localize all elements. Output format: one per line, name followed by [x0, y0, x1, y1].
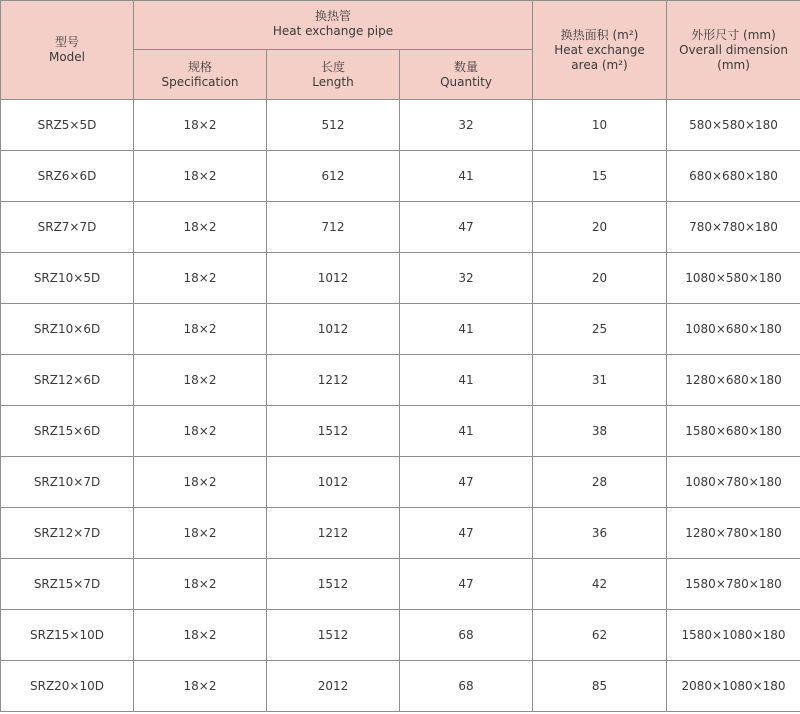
- cell-area: 36: [533, 508, 667, 559]
- table-row: [1, 253, 800, 304]
- cell-quantity: 41: [400, 304, 533, 355]
- header-spec-zh: 规格: [187, 59, 212, 74]
- cell-spec: 18×2: [134, 355, 267, 406]
- cell-length: 1512: [267, 406, 400, 457]
- cell-quantity: 41: [400, 355, 533, 406]
- cell-area: 62: [533, 610, 667, 661]
- table-row: [1, 304, 800, 355]
- cell-spec: 18×2: [134, 202, 267, 253]
- cell-length: 512: [267, 100, 400, 151]
- cell-length: 1212: [267, 508, 400, 559]
- cell-spec: 18×2: [134, 253, 267, 304]
- cell-area: 28: [533, 457, 667, 508]
- header-area-zh: 换热面积 (m²): [560, 27, 639, 42]
- cell-spec: 18×2: [134, 100, 267, 151]
- cell-spec: 18×2: [134, 610, 267, 661]
- cell-quantity: 32: [400, 100, 533, 151]
- header-model: [1, 1, 134, 100]
- table-row: [1, 559, 800, 610]
- cell-model: SRZ15×10D: [1, 610, 134, 661]
- cell-dimension: 1080×780×180: [667, 457, 800, 508]
- cell-spec: 18×2: [134, 457, 267, 508]
- header-dimension: [667, 1, 800, 100]
- cell-area: 20: [533, 202, 667, 253]
- cell-spec: 18×2: [134, 559, 267, 610]
- cell-dimension: 2080×1080×180: [667, 661, 800, 712]
- header-model-zh: 型号: [54, 35, 79, 49]
- cell-spec: 18×2: [134, 661, 267, 712]
- cell-quantity: 47: [400, 457, 533, 508]
- cell-dimension: 1280×680×180: [667, 355, 800, 406]
- header-length-en: Length: [312, 74, 354, 89]
- cell-area: 85: [533, 661, 667, 712]
- cell-area: 38: [533, 406, 667, 457]
- cell-dimension: 780×780×180: [667, 202, 800, 253]
- header-model-en: Model: [48, 50, 86, 64]
- table-row: [1, 100, 800, 151]
- cell-length: 1212: [267, 355, 400, 406]
- cell-dimension: 1280×780×180: [667, 508, 800, 559]
- header-dimension-en-1: Overall dimension: [679, 42, 788, 57]
- cell-quantity: 68: [400, 661, 533, 712]
- header-area-en-2: area (m²): [571, 57, 628, 72]
- cell-model: SRZ7×7D: [1, 202, 134, 253]
- table-row: [1, 610, 800, 661]
- table-row: [1, 355, 800, 406]
- cell-model: SRZ6×6D: [1, 151, 134, 202]
- cell-model: SRZ15×6D: [1, 406, 134, 457]
- cell-length: 1012: [267, 304, 400, 355]
- cell-quantity: 32: [400, 253, 533, 304]
- cell-length: 1512: [267, 559, 400, 610]
- cell-model: SRZ10×7D: [1, 457, 134, 508]
- table-body: [1, 100, 800, 712]
- cell-length: 1512: [267, 610, 400, 661]
- cell-model: SRZ15×7D: [1, 559, 134, 610]
- cell-area: 42: [533, 559, 667, 610]
- cell-dimension: 1580×780×180: [667, 559, 800, 610]
- cell-model: SRZ10×5D: [1, 253, 134, 304]
- cell-dimension: 1580×680×180: [667, 406, 800, 457]
- header-spec: [134, 50, 267, 100]
- table-row: [1, 661, 800, 712]
- cell-spec: 18×2: [134, 304, 267, 355]
- cell-dimension: 1580×1080×180: [667, 610, 800, 661]
- cell-spec: 18×2: [134, 406, 267, 457]
- cell-quantity: 68: [400, 610, 533, 661]
- header-area: [533, 1, 667, 100]
- cell-quantity: 47: [400, 559, 533, 610]
- header-quantity-en: Quantity: [440, 74, 492, 89]
- cell-area: 25: [533, 304, 667, 355]
- cell-quantity: 47: [400, 508, 533, 559]
- cell-length: 612: [267, 151, 400, 202]
- cell-model: SRZ10×6D: [1, 304, 134, 355]
- cell-length: 1012: [267, 457, 400, 508]
- cell-model: SRZ12×7D: [1, 508, 134, 559]
- table-row: [1, 202, 800, 253]
- header-area-en-1: Heat exchange: [554, 42, 645, 57]
- header-length: [267, 50, 400, 100]
- cell-quantity: 41: [400, 406, 533, 457]
- cell-quantity: 41: [400, 151, 533, 202]
- cell-quantity: 47: [400, 202, 533, 253]
- cell-area: 15: [533, 151, 667, 202]
- cell-model: SRZ20×10D: [1, 661, 134, 712]
- header-spec-en: Specification: [161, 74, 239, 89]
- cell-dimension: 580×580×180: [667, 100, 800, 151]
- header-quantity-zh: 数量: [454, 59, 479, 74]
- cell-length: 712: [267, 202, 400, 253]
- cell-area: 31: [533, 355, 667, 406]
- table-row: [1, 151, 800, 202]
- cell-area: 20: [533, 253, 667, 304]
- cell-dimension: 1080×580×180: [667, 253, 800, 304]
- header-pipe-en: Heat exchange pipe: [272, 24, 394, 38]
- cell-spec: 18×2: [134, 508, 267, 559]
- header-dimension-en-2: (mm): [717, 57, 750, 72]
- cell-dimension: 680×680×180: [667, 151, 800, 202]
- cell-length: 2012: [267, 661, 400, 712]
- header-quantity: [400, 50, 533, 100]
- cell-spec: 18×2: [134, 151, 267, 202]
- table-row: [1, 508, 800, 559]
- header-dimension-zh: 外形尺寸 (mm): [691, 27, 776, 42]
- table-row: [1, 406, 800, 457]
- cell-area: 10: [533, 100, 667, 151]
- cell-model: SRZ12×6D: [1, 355, 134, 406]
- table-row: [1, 457, 800, 508]
- cell-dimension: 1080×680×180: [667, 304, 800, 355]
- cell-length: 1012: [267, 253, 400, 304]
- cell-model: SRZ5×5D: [1, 100, 134, 151]
- table-header: [1, 1, 800, 100]
- header-pipe-zh: 换热管: [315, 9, 352, 23]
- header-length-zh: 长度: [320, 59, 345, 74]
- header-pipe: [134, 1, 533, 50]
